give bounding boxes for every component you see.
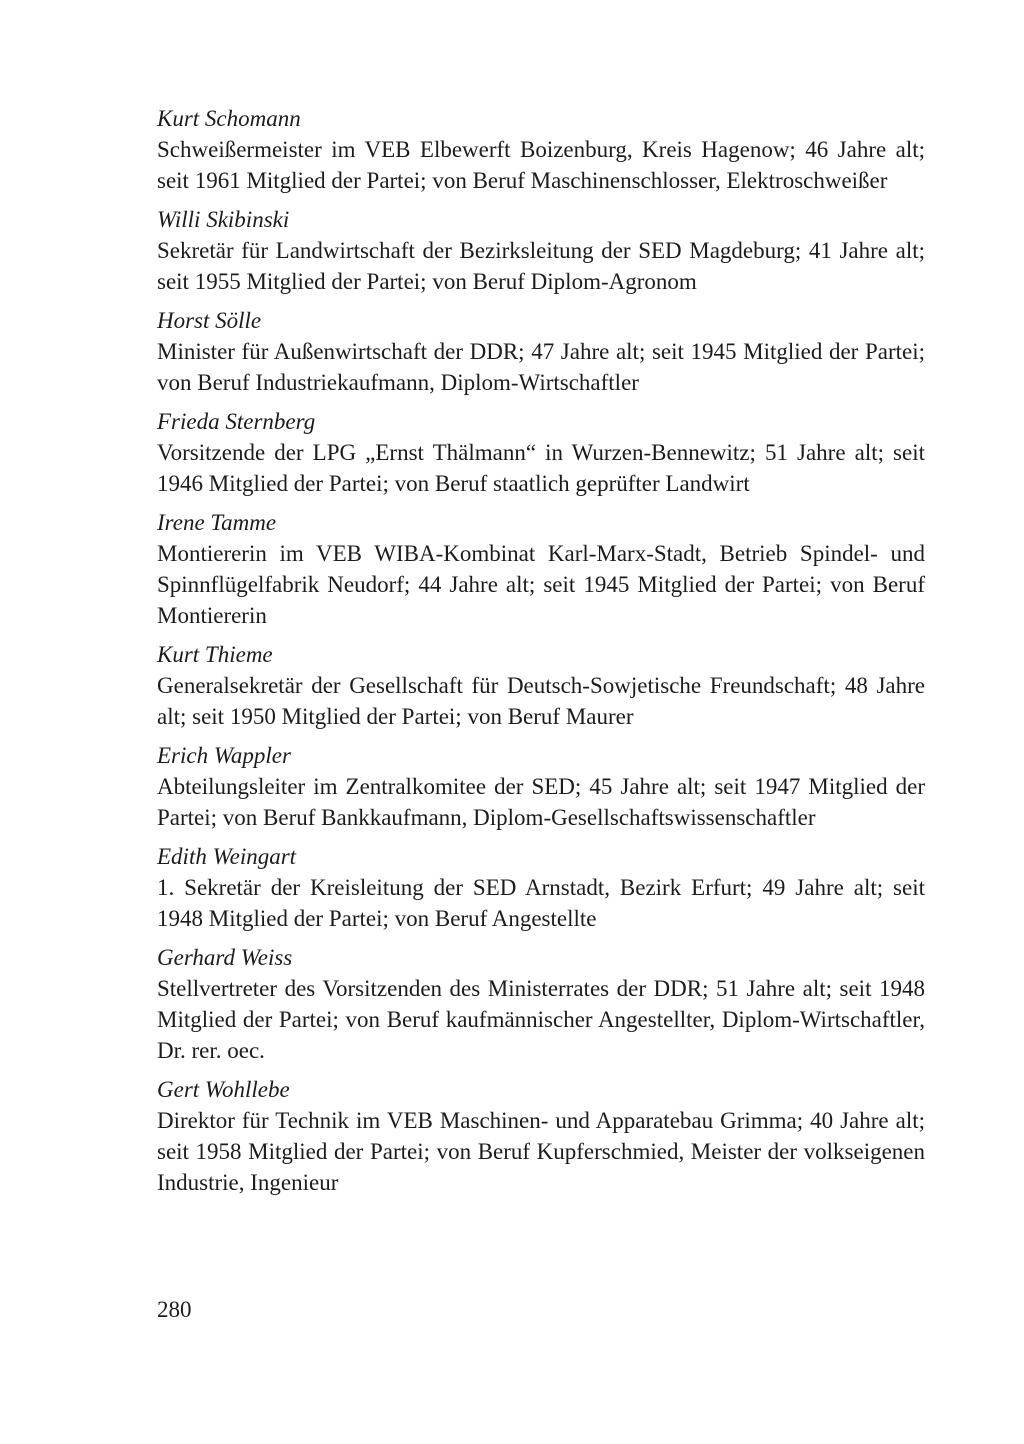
- member-bio: Generalsekretär der Gesellschaft für Deutsch-Sowjetische Freundschaft; 48 Jahre alt; seit 1950 Mitglied der Partei; von Beruf Maurer: [157, 673, 925, 729]
- member-bio: Stellvertreter des Vorsitzenden des Ministerrates der DDR; 51 Jahre alt; seit 1948 Mitglied der Partei; von Beruf kaufmännischer Angestellter, Diplom-Wirtschaftler, Dr. rer. oec.: [157, 976, 925, 1063]
- member-bio: Direktor für Technik im VEB Maschinen- und Apparatebau Grimma; 40 Jahre alt; seit 1958 Mitglied der Partei; von Beruf Kupferschmied, Meister der volkseigenen Industrie, Ingenieur: [157, 1108, 925, 1195]
- member-bio: Montiererin im VEB WIBA-Kombinat Karl-Marx-Stadt, Betrieb Spindel- und Spinnflügelfabrik Neudorf; 44 Jahre alt; seit 1945 Mitglied der Partei; von Beruf Montiererin: [157, 541, 925, 628]
- member-name: Irene Tamme: [157, 510, 277, 535]
- member-entry: [157, 103, 925, 196]
- member-bio: Abteilungsleiter im Zentralkomitee der SED; 45 Jahre alt; seit 1947 Mitglied der Partei; von Beruf Bankkaufmann, Diplom-Gesellschaftswissenschaftler: [157, 774, 925, 830]
- member-entry: [157, 639, 925, 732]
- member-bio: Sekretär für Landwirtschaft der Bezirksleitung der SED Magdeburg; 41 Jahre alt; seit 1955 Mitglied der Partei; von Beruf Diplom-Agronom: [157, 238, 925, 294]
- member-name: Kurt Schomann: [157, 106, 301, 131]
- member-name: Kurt Thieme: [157, 642, 273, 667]
- member-name: Erich Wappler: [157, 743, 291, 768]
- member-name: Willi Skibinski: [157, 207, 290, 232]
- member-entry: [157, 204, 925, 297]
- member-bio: Minister für Außenwirtschaft der DDR; 47 Jahre alt; seit 1945 Mitglied der Partei; von Beruf Industriekaufmann, Diplom-Wirtschaftler: [157, 339, 925, 395]
- member-bio: Vorsitzende der LPG „Ernst Thälmann“ in Wurzen-Bennewitz; 51 Jahre alt; seit 1946 Mitglied der Partei; von Beruf staatlich geprüfter Landwirt: [157, 440, 925, 496]
- member-name: Horst Sölle: [157, 308, 262, 333]
- page-number: 280: [157, 1297, 192, 1322]
- member-name: Frieda Sternberg: [157, 409, 316, 434]
- member-name: Edith Weingart: [157, 844, 297, 869]
- member-entry: [157, 942, 925, 1066]
- member-name: Gert Wohllebe: [157, 1077, 290, 1102]
- member-bio: 1. Sekretär der Kreisleitung der SED Arnstadt, Bezirk Erfurt; 49 Jahre alt; seit 1948 Mitglied der Partei; von Beruf Angestellte: [157, 875, 925, 931]
- member-entry: [157, 305, 925, 398]
- member-bio: Schweißermeister im VEB Elbewerft Boizenburg, Kreis Hagenow; 46 Jahre alt; seit 1961 Mitglied der Partei; von Beruf Maschinenschlosser, Elektroschweißer: [157, 137, 925, 193]
- member-list: [157, 103, 925, 1206]
- member-entry: [157, 406, 925, 499]
- member-name: Gerhard Weiss: [157, 945, 293, 970]
- member-entry: [157, 740, 925, 833]
- member-entry: [157, 507, 925, 631]
- member-entry: [157, 1074, 925, 1198]
- member-entry: [157, 841, 925, 934]
